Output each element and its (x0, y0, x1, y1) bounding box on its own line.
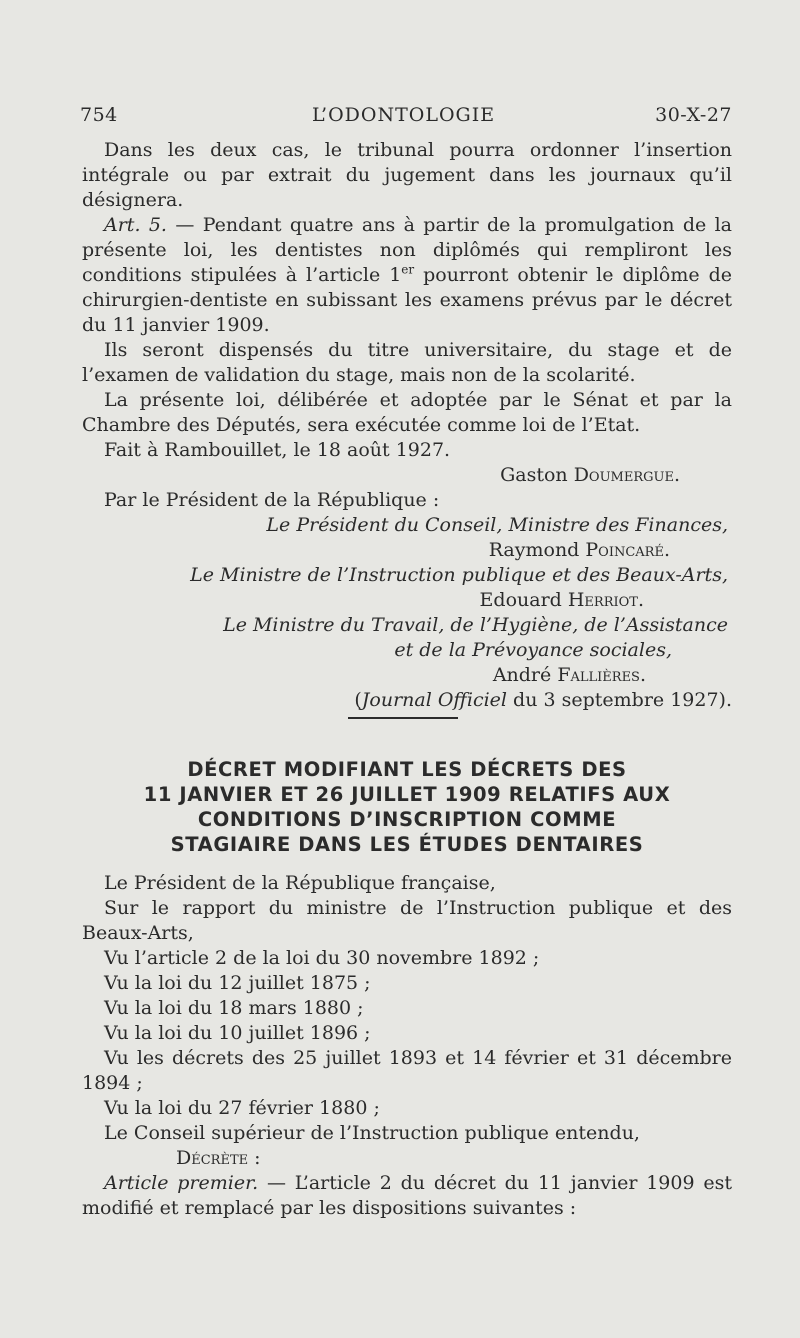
signature-name-2-first: Edouard (479, 589, 568, 611)
decree-title (82, 757, 732, 857)
signature-name-1 (82, 538, 732, 563)
signature-name-3-last: Fallières. (557, 664, 646, 686)
decree-title-line: CONDITIONS D’INSCRIPTION COMME (197, 808, 617, 831)
signature-president-first: Gaston (500, 464, 574, 486)
paragraph-insertion: Dans les deux cas, le tribunal pourra ordonner l’insertion intégrale ou par extrait du jugement dans les journaux qu’il désignera. (82, 139, 732, 211)
decree-title-line: STAGIAIRE DANS LES ÉTUDES DENTAIRES (170, 833, 644, 856)
signature-president (82, 463, 732, 488)
source-citation (82, 688, 732, 713)
signature-president-last: Doumergue. (573, 464, 680, 486)
decree-vu-item: Vu la loi du 18 mars 1880 ; (104, 997, 364, 1019)
signature-name-3 (82, 663, 732, 688)
decree-rapport: Sur le rapport du ministre de l’Instruction publique et des Beaux-Arts, (82, 897, 732, 944)
signature-role-2: Le Ministre de l’Instruction publique et des Beaux-Arts, (190, 564, 728, 586)
signature-name-2 (82, 588, 732, 613)
article-5-text-b: pourront obtenir le diplôme de chirurgien-dentiste en subissant les examens prévus par le décret du 11 janvier 1909. (82, 264, 732, 336)
decree-article-1 (82, 1171, 732, 1221)
law-text (82, 138, 732, 713)
article-1-text: — L’article 2 du décret du 11 janvier 1909 est modifié et remplacé par les dispositions suivantes : (82, 1172, 732, 1219)
issue-date: 30-X-27 (655, 104, 732, 126)
decree-title-line: 11 JANVIER ET 26 JUILLET 1909 RELATIFS AUX (143, 783, 671, 806)
article-5-sup: er (401, 262, 415, 277)
signature-role-1: Le Président du Conseil, Ministre des Finances, (266, 514, 728, 536)
decree-text (82, 871, 732, 1221)
paragraph-execution: La présente loi, délibérée et adoptée par le Sénat et par la Chambre des Députés, sera exécutée comme loi de l’Etat. (82, 389, 732, 436)
decree-vu-item: Vu l’article 2 de la loi du 30 novembre 1892 ; (104, 947, 540, 969)
signature-name-1-first: Raymond (488, 539, 586, 561)
signature-role-3b: et de la Prévoyance sociales, (394, 639, 672, 661)
article-5-label: Art. 5. (104, 214, 167, 236)
decree-title-line: DÉCRET MODIFIANT LES DÉCRETS DES (187, 758, 627, 781)
decree-vu-item: Vu les décrets des 25 juillet 1893 et 14 février et 31 décembre 1894 ; (82, 1047, 732, 1094)
signature-name-3-first: André (492, 664, 558, 686)
paragraph-fait-a: Fait à Rambouillet, le 18 août 1927. (104, 439, 451, 461)
page-number: 754 (80, 104, 118, 126)
source-rest: du 3 septembre 1927). (507, 689, 732, 711)
paragraph-dispenses: Ils seront dispensés du titre universitaire, du stage et de l’examen de validation du stage, mais non de la scolarité. (82, 339, 732, 386)
paragraph-article-5 (82, 213, 732, 338)
signature-name-2-last: Herriot. (567, 589, 644, 611)
par-le-president: Par le Président de la République : (104, 489, 440, 511)
running-header (80, 101, 732, 129)
decree-intro: Le Président de la République française, (104, 872, 496, 894)
decree-vu-item: Vu la loi du 10 juillet 1896 ; (104, 1022, 371, 1044)
source-open: ( (354, 689, 362, 711)
signature-role-3a: Le Ministre du Travail, de l’Hygiène, de l’Assistance (223, 614, 728, 636)
source-journal: Journal Officiel (361, 689, 507, 711)
section-divider (348, 717, 458, 719)
decree-vu-item: Le Conseil supérieur de l’Instruction publique entendu, (104, 1122, 640, 1144)
article-1-label: Article premier. (104, 1172, 259, 1194)
article-5-text-a: — Pendant quatre ans à partir de la promulgation de la présente loi, les dentistes non diplômés qui rempliront les conditions stipulées à l’article 1 (82, 214, 733, 286)
decree-decrete: Décrète : (176, 1147, 261, 1169)
signature-name-1-last: Poincaré. (585, 539, 670, 561)
journal-title: L’ODONTOLOGIE (312, 104, 496, 126)
decree-vu-item: Vu la loi du 12 juillet 1875 ; (104, 972, 371, 994)
decree-vu-item: Vu la loi du 27 février 1880 ; (104, 1097, 380, 1119)
